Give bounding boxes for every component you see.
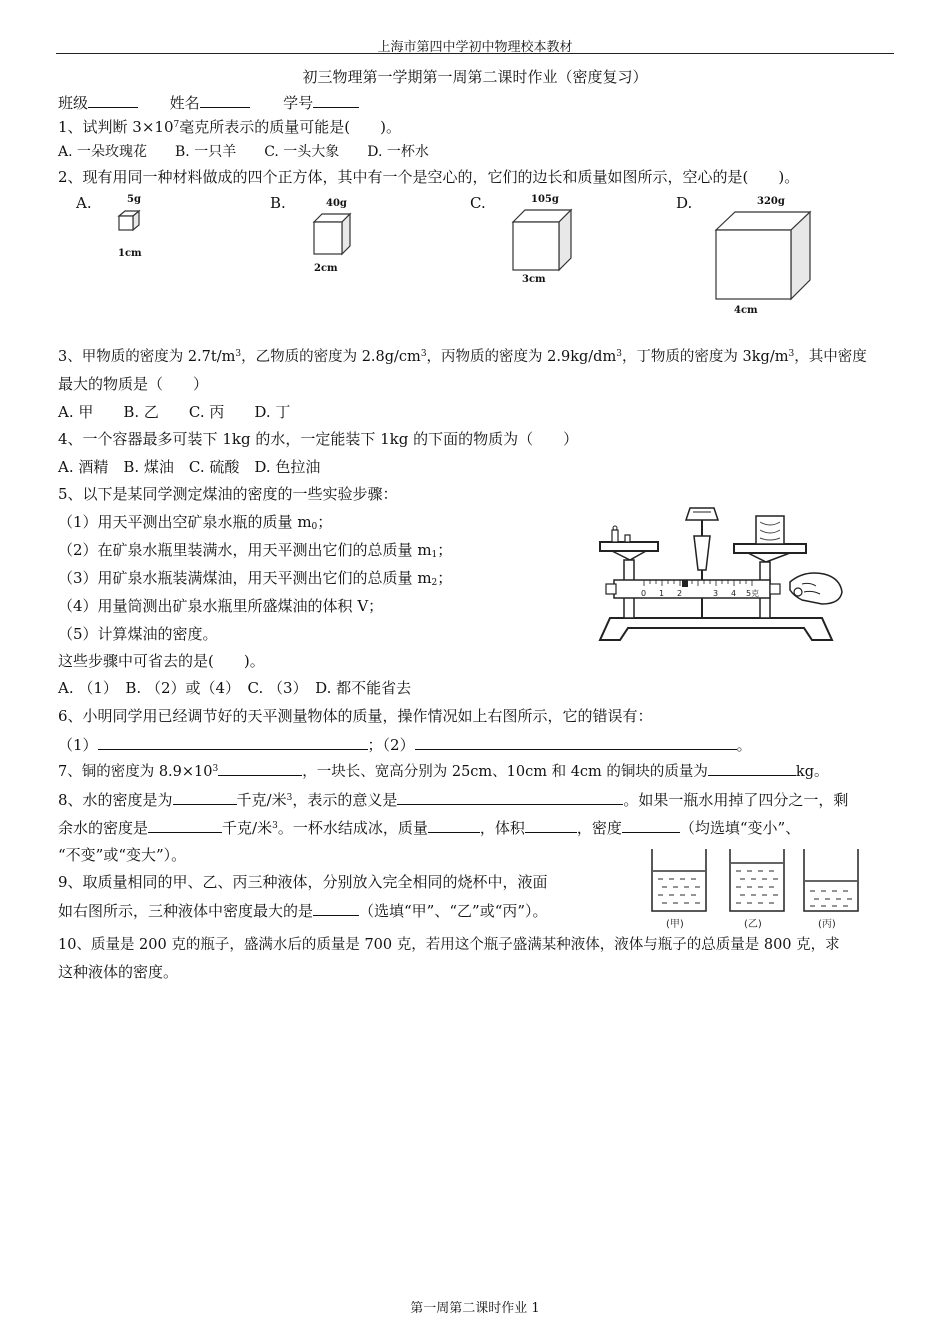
cube-c-letter: C. bbox=[470, 194, 486, 212]
question-6-blanks: （1） ；（2） 。 bbox=[58, 733, 752, 755]
class-field[interactable] bbox=[88, 91, 138, 108]
question-3-cont: 最大的物质是（ ） bbox=[58, 375, 209, 393]
ice-volume-blank[interactable] bbox=[525, 816, 577, 833]
question-2: 2、现有用同一种材料做成的四个正方体，其中有一个是空心的，它们的边长和质量如图所示，空心的是( )。 bbox=[58, 168, 800, 186]
step-4: （4）用量筒测出矿泉水瓶里所盛煤油的体积 V； bbox=[58, 597, 384, 615]
ice-density-blank[interactable] bbox=[622, 816, 680, 833]
water-density-blank[interactable] bbox=[173, 788, 237, 805]
name-field[interactable] bbox=[200, 91, 250, 108]
scale-tick-1: 1 bbox=[659, 589, 665, 598]
error-2-blank[interactable] bbox=[415, 733, 737, 750]
question-5: 5、以下是某同学测定煤油的密度的一些实验步骤： bbox=[58, 485, 398, 503]
header-rule bbox=[56, 53, 894, 54]
question-8-cont: 余水的密度是 千克/米$^3$。一杯水结成冰，质量 ，体积 ，密度 （均选填“变小”、 bbox=[58, 816, 800, 838]
question-4: 4、一个容器最多可装下 1kg 的水，一定能装下 1kg 的下面的物质为（ ） bbox=[58, 430, 579, 448]
cube-b-mass: 40g bbox=[326, 198, 347, 209]
balance-figure bbox=[590, 500, 845, 645]
step-1: （1）用天平测出空矿泉水瓶的质量 $m_0$； bbox=[58, 513, 333, 532]
step-2: （2）在矿泉水瓶里装满水，用天平测出它们的总质量 $m_1$； bbox=[58, 541, 453, 560]
question-3-options: A. 甲 B. 乙 C. 丙 D. 丁 bbox=[58, 403, 291, 421]
densest-liquid-blank[interactable] bbox=[313, 899, 359, 916]
question-4-options: A. 酒精 B. 煤油 C. 硫酸 D. 色拉油 bbox=[58, 458, 321, 476]
question-3: 3、甲物质的密度为 $2.7t/m^3$，乙物质的密度为 $2.8g/cm^3$，丙物质的密度为 $2.9kg/dm^3$，丁物质的密度为 $3kg/m^3$，其中密度 bbox=[58, 349, 867, 365]
beaker-label-yi: (乙) bbox=[744, 919, 762, 930]
student-info bbox=[58, 91, 359, 113]
cube-a-edge: 1cm bbox=[118, 248, 142, 259]
cube-b-edge: 2cm bbox=[314, 263, 338, 274]
question-9: 9、取质量相同的甲、乙、丙三种液体，分别放入完全相同的烧杯中，液面 bbox=[58, 873, 548, 891]
scale-tick-2: 2 bbox=[677, 589, 683, 598]
beakers-figure bbox=[648, 845, 878, 933]
question-8-end: “不变”或“变大”）。 bbox=[58, 846, 187, 864]
cube-d-letter: D. bbox=[676, 194, 693, 212]
page-header: 上海市第四中学初中物理校本教材 bbox=[377, 40, 573, 55]
cube-c-edge: 3cm bbox=[522, 274, 546, 285]
cube-c bbox=[511, 208, 575, 272]
beaker-label-jia: (甲) bbox=[666, 919, 684, 930]
question-5-options: A. （1） B. （2）或（4） C. （3） D. 都不能省去 bbox=[58, 679, 412, 697]
cube-d bbox=[713, 210, 813, 302]
worksheet-title: 初三物理第一学期第一周第二课时作业（密度复习） bbox=[302, 68, 648, 86]
scale-tick-3: 3 bbox=[713, 589, 719, 598]
question-5-ask: 这些步骤中可省去的是( )。 bbox=[58, 652, 265, 670]
question-10-cont: 这种液体的密度。 bbox=[58, 963, 179, 981]
error-1-blank[interactable] bbox=[98, 733, 368, 750]
cube-b-letter: B. bbox=[270, 194, 286, 212]
question-1: 1、试判断 $3\times 10^7$毫克所表示的质量可能是( )。 bbox=[58, 118, 401, 136]
ice-mass-blank[interactable] bbox=[428, 816, 480, 833]
question-1-options: A. 一朵玫瑰花 B. 一只羊 C. 一头大象 D. 一杯水 bbox=[58, 144, 429, 160]
name-label: 姓名 bbox=[169, 93, 200, 112]
cube-a-mass: 5g bbox=[127, 194, 141, 205]
class-label: 班级 bbox=[58, 93, 89, 112]
page-footer: 第一周第二课时作业 1 bbox=[410, 1301, 540, 1316]
scale-tick-4: 4 bbox=[731, 589, 737, 598]
cube-a-letter: A. bbox=[76, 194, 92, 212]
scale-tick-5: 5克 bbox=[746, 589, 760, 598]
step-3: （3）用矿泉水瓶装满煤油，用天平测出它们的总质量 $m_2$； bbox=[58, 569, 453, 588]
question-8: 8、水的密度是为 千克/米$^3$，表示的意义是 。如果一瓶水用掉了四分之一，剩 bbox=[58, 788, 848, 810]
question-9-cont: 如右图所示，三种液体中密度最大的是 （选填“甲”、“乙”或“丙”）。 bbox=[58, 899, 548, 921]
copper-mass-blank[interactable] bbox=[708, 760, 796, 776]
cube-c-mass: 105g bbox=[531, 194, 559, 205]
id-field[interactable] bbox=[313, 91, 359, 108]
cube-d-edge: 4cm bbox=[734, 305, 758, 316]
id-label: 学号 bbox=[283, 93, 314, 112]
copper-density-unit-blank[interactable] bbox=[218, 760, 302, 776]
step-5: （5）计算煤油的密度。 bbox=[58, 625, 218, 643]
question-10: 10、质量是 200 克的瓶子，盛满水后的质量是 700 克，若用这个瓶子盛满某种液体，液体与瓶子的总质量是 800 克，求 bbox=[58, 937, 840, 953]
remaining-density-blank[interactable] bbox=[148, 816, 222, 833]
question-7: 7、铜的密度为 $8.9\times 10^3$ ，一块长、宽高分别为 25cm、10cm 和 4cm 的铜块的质量为 kg。 bbox=[58, 760, 829, 781]
cube-a bbox=[115, 208, 145, 238]
density-meaning-blank[interactable] bbox=[397, 788, 623, 805]
question-6: 6、小明同学用已经调节好的天平测量物体的质量，操作情况如上右图所示，它的错误有： bbox=[58, 707, 653, 725]
cube-d-mass: 320g bbox=[757, 196, 785, 207]
scale-tick-0: 0 bbox=[641, 589, 647, 598]
beaker-label-bing: (丙) bbox=[818, 919, 836, 930]
cube-b bbox=[312, 212, 354, 258]
